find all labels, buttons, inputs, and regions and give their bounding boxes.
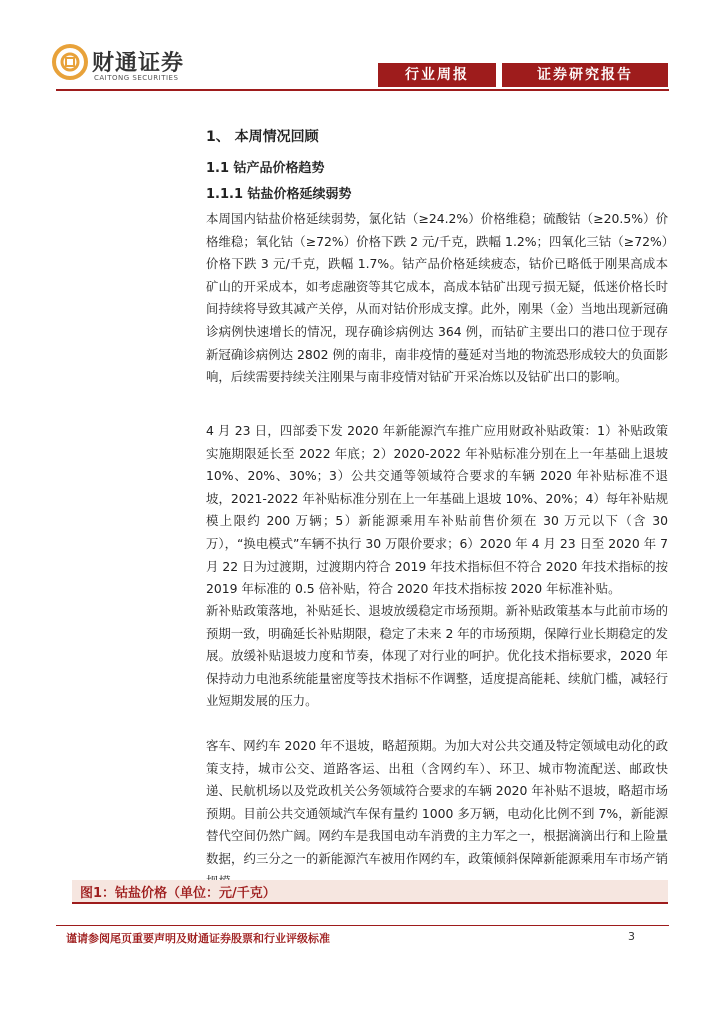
page-number: 3	[628, 930, 635, 943]
footer-disclaimer: 谨请参阅尾页重要声明及财通证券股票和行业评级标准	[66, 932, 330, 945]
logo-chinese-name: 财通证券	[92, 51, 185, 76]
footer-divider	[56, 925, 669, 926]
paragraph-subsidy-policy: 4 月 23 日，四部委下发 2020 年新能源汽车推广应用财政补贴政策：1）补贴政策实施期限延长至 2022 年底；2）2020-2022 年补贴标准分别在上一年基础上退坡 10%、20%、30%；3）公共交通等领域符合要求的车辆 2020 年补贴标准不退坡，2021-2022 年补贴标准分别在上一年基础上退坡 10%、20%；4）每年补贴规模上限约 200 万辆；5）新能源乘用车补贴前售价须在 30 万元以下（含 30 万），“换电模式”车辆不执行 30 万限价要求；6）2020 年 4 月 23 日至 2020 年 7 月 22 日为过渡期，过渡期内符合 2019 年技术指标但不符合 2020 年技术指标的按 2019 年标准的 0.5 倍补贴，符合 2020 年技术指标按 2020 年标准补贴。	[206, 423, 668, 597]
paragraph-bus-ridehailing: 客车、网约车 2020 年不退坡，略超预期。为加大对公共交通及特定领域电动化的政策支持，城市公交、道路客运、出租（含网约车）、环卫、城市物流配送、邮政快递、民航机场以及党政机关公务领域符合要求的车辆 2020 年补贴不退坡，略超市场预期。目前公共交通领域汽车保有量约 1000 多万辆，电动化比例不到 7%，新能源替代空间仍然广阔。网约车是我国电动车消费的主力军之一，根据滴滴出行和上险量数据，约三分之一的新能源汽车被用作网约车，政策倾斜保障新能源乘用车市场产销	[206, 738, 668, 866]
subsubsection-heading: 1.1.1 钴盐价格延续弱势	[206, 187, 352, 202]
figure-title: 图1：钴盐价格（单位：元/千克）	[80, 886, 276, 901]
logo-english-name: CAITONG SECURITIES	[94, 74, 179, 82]
figure-caption-bar	[72, 880, 668, 904]
subsection-heading: 1.1 钴产品价格趋势	[206, 161, 325, 176]
report-type-tag: 行业周报	[378, 63, 496, 87]
company-logo	[52, 44, 202, 86]
section-heading: 1、 本周情况回顾	[206, 129, 319, 145]
logo-emblem-icon	[52, 44, 88, 80]
header-divider	[56, 89, 669, 91]
paragraph-cobalt-price: 本周国内钴盐价格延续弱势，氯化钴（≥24.2%）价格维稳；硫酸钴（≥20.5%）价格维稳；氧化钴（≥72%）价格下跌 2 元/千克，跌幅 1.2%；四氧化三钴（≥72%）价格下跌 3 元/千克，跌幅 1.7%。钴产品价格延续疲态，钴价已略低于刚果高成本矿山的开采成本，如考虑融资等其它成本，高成本钴矿出现亏损无疑，低迷价格长时间持续将导致其减产关停，从而对钴价形成支撑。此外，刚果（金）当地出现新冠确诊病例快速增长的情况，现存确诊病例达 364 例，而钴矿主要出口的港口位于现存新冠确诊病例达 2802 例的南非，南非疫情的蔓延对当地的物流恐形成较大的负面影响，后续需要持续关注刚果与南非疫情对钴矿开采冶炼以及钴矿出口的影响。	[206, 211, 668, 385]
report-category-tag: 证券研究报告	[502, 63, 668, 87]
paragraph-subsidy-analysis: 新补贴政策落地，补贴延长、退坡放缓稳定市场预期。新补贴政策基本与此前市场的预期一致，明确延长补贴期限，稳定了未来 2 年的市场预期，保障行业长期稳定的发展。放缓补贴退坡力度和节奏，体现了对行业的呵护。优化技术指标要求，2020 年保持动力电池系统能量密度等技术指标不作调整，适度提高能耗、续航门槛，减轻行业短期发展的压力。	[206, 603, 668, 709]
